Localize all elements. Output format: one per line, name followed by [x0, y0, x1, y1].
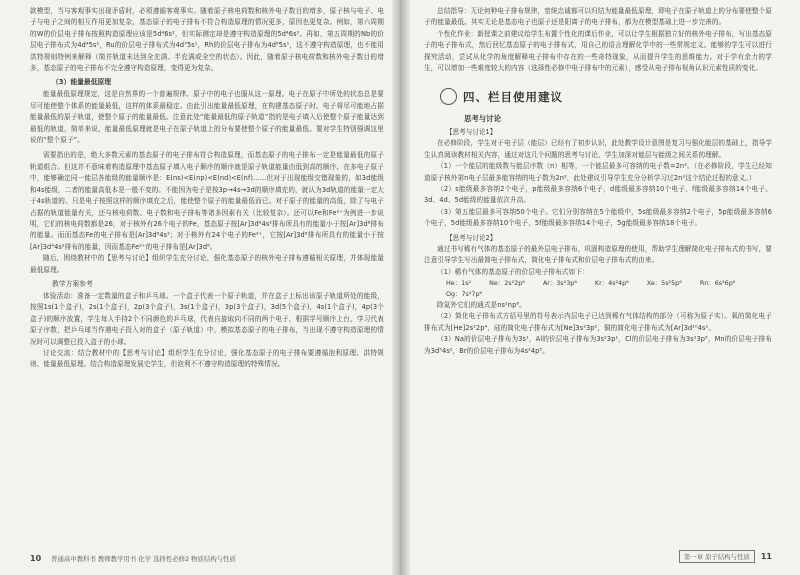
section-heading — [440, 88, 772, 105]
left-paragraph-6: 讨论交流：结合教材中的【思考与讨论】组织学生充分讨论，强化基态原子的电子排布要遵循泡利原理、洪特规则、能量最低原理。结合构造原理发展史学生，但泡利不不遵守构造原理的特殊情况。 — [30, 348, 384, 369]
config-he: He：1s² — [446, 278, 472, 287]
section-circle-icon — [440, 88, 457, 105]
right-paragraph-2: 个性化作业：新授课之前建议给学生布置个性化的课后作业，可以让学生根据独立好的核外电子排布，写出基态原子的电子排布式，然后回忆基态原子的电子排布式，用自己的语言理解化学中的一些常规定义。能够的学生可以进行探究活动，尝试从化学的角度解释电子排布中存在的一些奇特现象，从而提升学生的思维能力。对于学有余力的学生，可以增加一些难度较大的内容（选择性必修中电子排布中的元素），感受从电子排布视角认识元素性质的变化。 — [424, 29, 772, 73]
left-page-number: 10 — [30, 554, 42, 563]
config-ar: Ar：3s²3p⁶ — [542, 278, 577, 287]
answer-7: （3）Na的价层电子排布为3s¹，Al的价层电子排布为3s²3p¹，Cl的价层电子排布为3s²3p⁵，Mn的价层电子排布为3d⁵4s²，Br的价层电子排布为4s²4p⁵。 — [424, 335, 772, 355]
right-page-number: 11 — [760, 552, 772, 561]
question-2-intro: 通过书写稀有气体的基态原子的最外层电子排布，巩固构造原理的使用，帮助学生理解简化电子排布式的书写，要注意引导学生写出最简电子排布式，简化电子排布式和价层电子排布式的由来。 — [424, 244, 772, 265]
book-gutter — [392, 0, 410, 575]
answer-2: （2）s能级最多容纳2个电子，p能级最多容纳6个电子，d能级最多容纳10个电子，f能级最多容纳14个电子。3d、4d、5d能级的能量依次升高。 — [424, 185, 772, 205]
config-xe: Xe：5s²5p⁶ — [646, 278, 682, 287]
left-footer — [30, 554, 370, 563]
config-rn: Rn：6s²6p⁶ — [699, 278, 736, 287]
left-paragraph-2: 能量最低原理规定，这是自然界的一个普遍规律。原子中的电子也服从这一原理。电子在原子中所处的状态总是要尽可能使整个体系的能量最低，这样的体系最稳定。由此引出能量最低原理，在构建基态原子时，电子将尽可能地占据能量最低的原子轨道，使整个原子的能量最低。注意此处“能量最低的原子轨道”指的是电子填入后使整个原子能量达到最低的轨道，简单来说，能量最低原理就是电子在原子轨道上的分布要使整个原子的能量最低。要对学生特别强调这里说的“整个原子”。 — [30, 90, 384, 145]
answer-5: 除氦外它们的通式是ns²np⁶。 — [437, 300, 526, 309]
config-ne: Ne：2s²2p⁶ — [489, 278, 525, 287]
subheading-teaching-plan: 教学方案参考 — [52, 279, 93, 288]
noble-gas-config-og — [424, 289, 772, 300]
left-paragraph-3: 需要指出的是，绝大多数元素的基态原子的电子排布符合构造原理，而基态原子的电子排布一定是能量最低的原子轨道组合。但这并不意味着构造原理中基态原子填入电子顺序的顺序就是原子轨道能量由低到高的顺序。在多电子原子中，能够确定同一能层各能级的能量顺序是：E(ns)<E(np)<E(nd)<E(nf)……但对于出现能级交错现象的，如3d能级和4s能级，二者的能量高低本是一般不变的。不能因为电子是按3p→4s→3d的顺序填充的，就认为3d轨道的能量一定大于4s轨道的。只是电子按照这样的顺序填充之后，能使整个原子的能量最低而已。对于原子的能量的高低，除了与电子占据的轨道能量有关，还与核电荷数、电子数和电子排布等诸多因素有关（比较复杂）。还可以Fe和Fe²⁺为例进一步说明，它们的核电荷数都是26，对于核外有26个电子的Fe，基态原子按[Ar]3d⁶4s²排布所具有的能量小于按[Ar]3d⁸排布的能量。而而基态Fe的电子排布是[Ar]3d⁶4s²；对于核外有24个电子的Fe²⁺，它按[Ar]3d⁶排布所具有的能量小于按[Ar]3d⁴4s²排布的能量，因而基态Fe²⁺的电子排布是[Ar]3d⁶。 — [30, 151, 384, 251]
answer-6: （2）简化电子排布式方括号里的符号表示内层电子已达到稀有气体结构的部分（可称为原子实）。氧的简化电子排布式为[He]2s²2p⁴，硅的简化电子排布式为[Ne]3s²3p²，铜的简化电子排布式为[Ar]3d¹⁰4s¹。 — [424, 312, 772, 332]
left-paragraph-5: 体验活动：准备一定数量的盒子和乒乓球。一个盒子代表一个原子轨道，并在盒子上标出该原子轨道所处的能级，按照1s(1个盒子)，2s(1个盒子)，2p(3个盒子)，3s(1个盒子)，3p(3个盒子)，3d(5个盒子)，4s(1个盒子)，4p(3个盒子)的顺序放置，学生每人手持2个不同颜色的乒乓球，代表自旋取向不同的两个电子，根据学号顺序上台，学习代表原子序数，把乒乓球当作遇电子投入对的盒子（原子轨道）中，模拟基态原子的电子排布，当出现不遵守构造原理的情况时可以调整已投入盒子的小球。 — [30, 291, 384, 346]
answer-4: （1）稀有气体的基态原子的价层电子排布式如下： — [437, 267, 589, 276]
left-page — [0, 0, 398, 575]
left-paragraph-1: 款模型，当与客观事实出现矛盾时，必须遵循客观事实。随着原子核电荷数和核外电子数目的增多，原子核与电子、电子与电子之间的相互作用更加复杂，基态原子的电子排布不符合构造原理的情况更多，原因也更复杂。例如，第六周期的W的价层电子排布按照构造原理应该是5d⁴6s²，但实际测定却是遵守构造原理的5d⁴6s²。再如，第五周期的Nb的价层电子排布式为4d⁴5s¹，Ru的价层电子排布式为4d⁷5s¹，Rh的价层电子排布为4d⁸5s¹，这不遵守构造原理，也不能用洪特规则特例来解释（简并轨道未达到全充满、半充满或全空的状态）。因此，随着原子核电荷数和核外电子数目的增多，基态原子的电子排布不完全遵守构造原理，变得更为复杂。 — [30, 7, 384, 73]
config-og: Og：7s²7p⁶ — [446, 289, 483, 298]
noble-gas-config-row — [424, 278, 772, 289]
right-paragraph-1: 总结指导：无论何种电子排布规律，宽统忠诚都可以归结为能量最低原理，即电子在原子轨道上的分布要使整个原子的能量最低。其实无论是基态电子也原子还是阳离子的电子排布，都为在模型基础上进一步完善的。 — [424, 7, 772, 27]
think-discuss-tag-1: 【思考与讨论1】 — [446, 128, 497, 137]
think-discuss-tag-2: 【思考与讨论2】 — [446, 233, 497, 242]
config-kr: Kr：4s²4p⁶ — [594, 278, 629, 287]
section-title: 四、栏目使用建议 — [463, 89, 563, 104]
left-footer-title: 普通高中教科书 教师教学用书 化学 选择性必修2 物质结构与性质 — [51, 555, 236, 563]
think-discuss-title: 思考与讨论 — [464, 114, 501, 124]
left-paragraph-4: 随后，围绕教材中的【思考与讨论】组织学生充分讨论，强化基态原子的核外电子排布遵循相关原理，并体现能量最低原理。 — [30, 254, 384, 274]
right-page — [402, 0, 800, 575]
question-1-intro: 在必修阶段，学生对于电子层（能层）已经有了初步认识，此处教学设计意图是复习与强化能层的基础上，指导学生认真阅读教材相关内容，通过对这几个问题的思考与讨论，学生加深对能层与能级之间关系的理解。 — [424, 139, 772, 159]
chapter-label: 第一章 原子结构与性质 — [679, 550, 755, 563]
answer-3: （3）第五能层最多可容纳50个电子。它们分别容纳在5个能级中，5s能级最多容纳2个电子，5p能级最多容纳6个电子，5d能级最多容纳10个电子，5f能级最多容纳14个电子，5g能级最多容纳18个电子。 — [424, 207, 772, 228]
answer-1: （1）一个能层的能级数与能层序数（n）相等，一个能层最多可容纳的电子数=2n²。（在必修阶段，学生已经知道原子核外第n电子层最多能容纳的电子数为2n²，此处建议引导学生充分分析学习过2n²这个结论过程的意义。） — [424, 162, 772, 182]
right-footer — [679, 550, 772, 563]
subheading-lowest-energy: （3）能量最低原理 — [52, 78, 112, 87]
